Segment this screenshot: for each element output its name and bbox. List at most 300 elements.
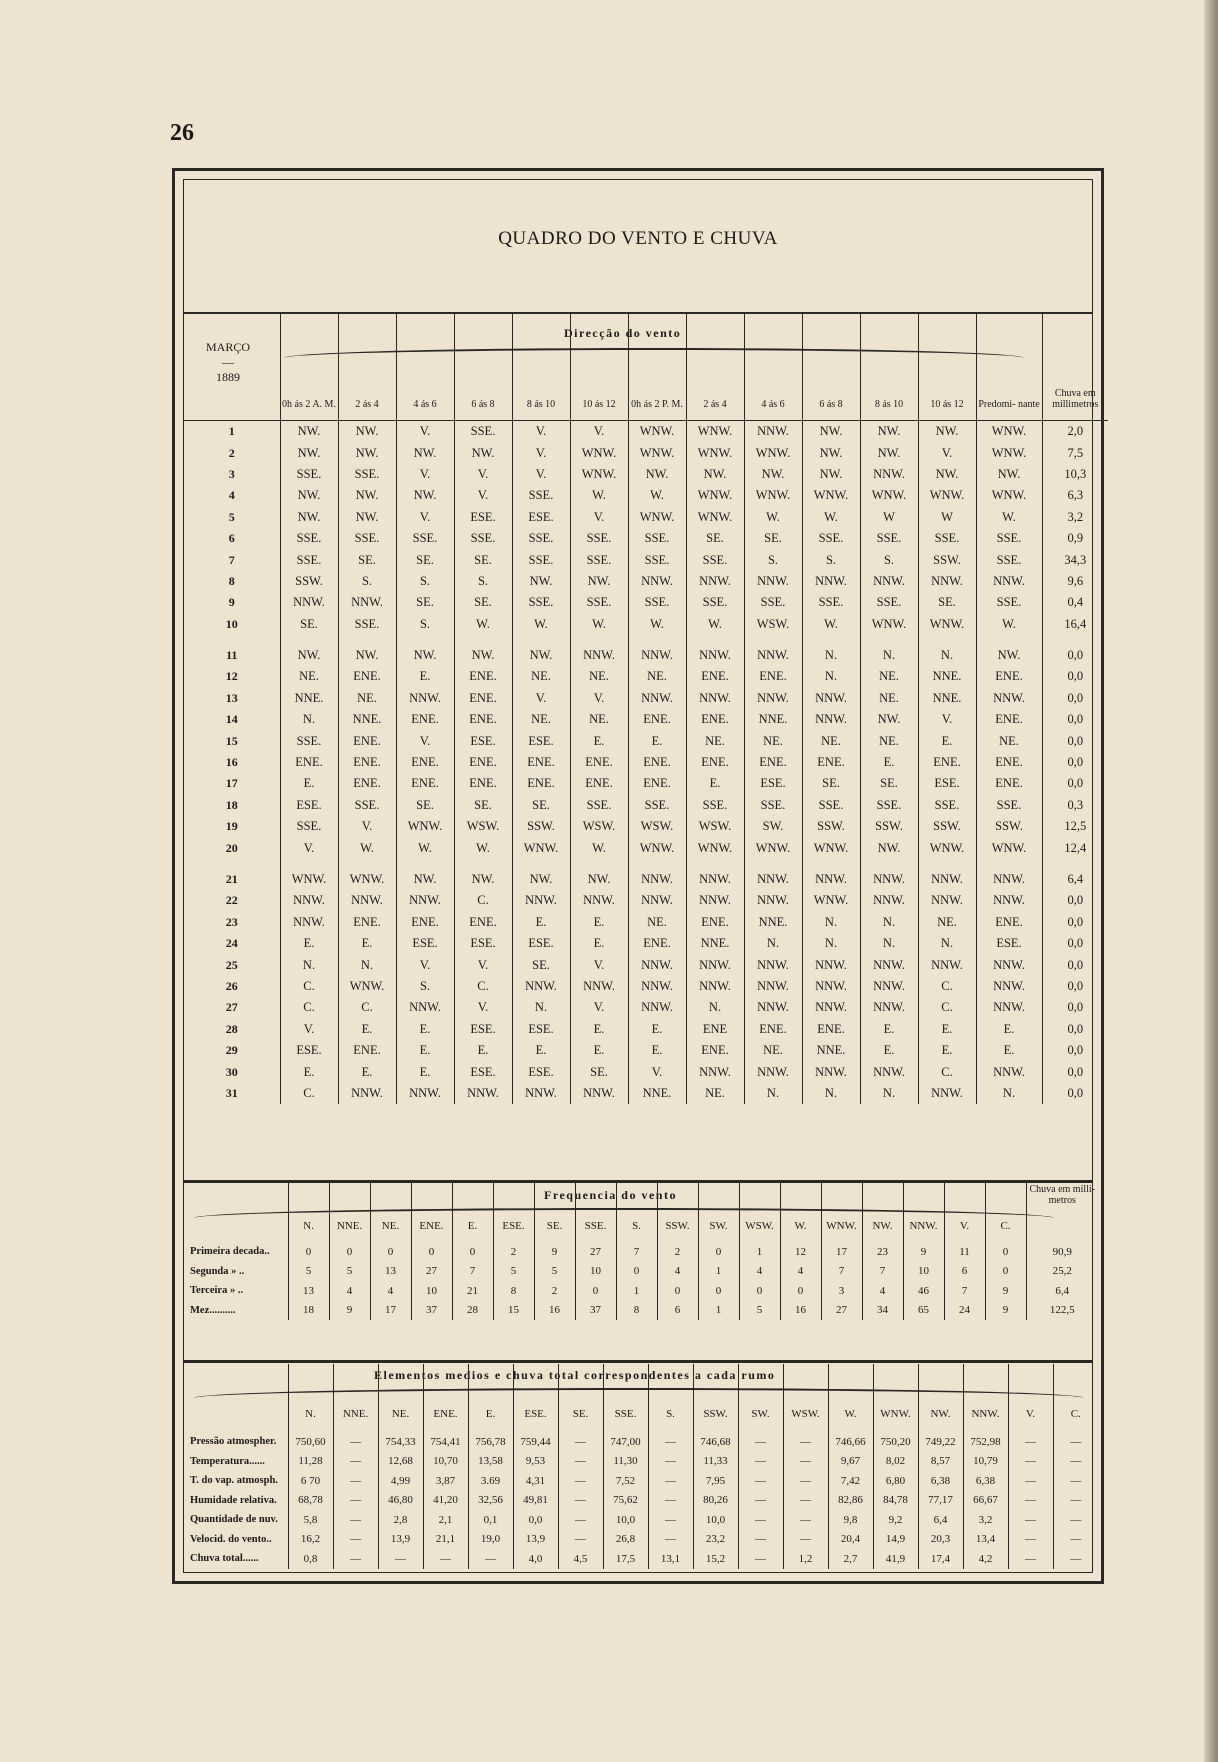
wind-cell: 3: [228, 466, 235, 481]
elem-header-cell: S.: [648, 1364, 693, 1432]
wind-cell: E.: [976, 1040, 1042, 1061]
elem-cell: —: [378, 1549, 423, 1569]
wind-cell: NNE.: [744, 709, 802, 730]
wind-cell: E.: [570, 1040, 628, 1061]
wind-cell: NNW.: [628, 976, 686, 997]
wind-cell: NW.: [396, 442, 454, 463]
elem-cell: 68,78: [288, 1491, 333, 1511]
wind-cell: NNW.: [280, 912, 338, 933]
gap-cell: [628, 635, 686, 645]
wind-cell: NNW.: [512, 976, 570, 997]
wind-cell: ENE.: [396, 912, 454, 933]
freq-cell: Primeira decada..: [190, 1246, 270, 1258]
wind-cell: N.: [860, 912, 918, 933]
wind-cell: 7: [228, 552, 235, 567]
elem-cell: 0,0: [513, 1510, 558, 1530]
wind-cell: NNW.: [802, 954, 860, 975]
wind-cell: NNW.: [686, 976, 744, 997]
wind-cell: ENE.: [454, 666, 512, 687]
wind-cell: NNW.: [454, 1083, 512, 1104]
wind-cell: NNE.: [918, 688, 976, 709]
wind-cell: E.: [918, 1019, 976, 1040]
wind-cell: SE.: [454, 549, 512, 570]
wind-cell: SW.: [744, 816, 802, 837]
wind-cell: WNW.: [338, 976, 396, 997]
elem-header-cell: V.: [1008, 1364, 1053, 1432]
wind-cell: E.: [976, 1019, 1042, 1040]
freq-cell: 27: [821, 1301, 862, 1321]
gap-cell: [976, 635, 1042, 645]
wind-cell: W: [860, 507, 918, 528]
elem-header-cell: SW.: [738, 1364, 783, 1432]
freq-cell: 24: [944, 1301, 985, 1321]
wind-cell: NE.: [860, 666, 918, 687]
wind-cell: ENE.: [976, 773, 1042, 794]
wind-cell: 31: [225, 1085, 238, 1100]
elem-cell: 4,5: [558, 1549, 603, 1569]
wind-cell: ENE.: [628, 933, 686, 954]
elem-header-cell: NE.: [378, 1364, 423, 1432]
wind-cell: 0,0: [1042, 666, 1108, 687]
wind-cell: 13: [225, 690, 238, 705]
wind-cell: V.: [918, 442, 976, 463]
wind-cell: W.: [338, 837, 396, 858]
freq-cell: 7: [944, 1281, 985, 1301]
wind-cell: 18: [225, 797, 238, 812]
wind-cell: C.: [280, 976, 338, 997]
wind-header-cell: 2 ás 4: [686, 314, 744, 421]
elem-cell: 754,33: [378, 1432, 423, 1452]
elem-cell: —: [738, 1530, 783, 1550]
wind-cell: WNW.: [918, 614, 976, 635]
gap-cell: [976, 859, 1042, 869]
wind-cell: NE.: [512, 666, 570, 687]
wind-cell: WNW.: [976, 421, 1042, 443]
elem-header-cell: W.: [828, 1364, 873, 1432]
wind-cell: W.: [396, 837, 454, 858]
wind-cell: NE.: [628, 912, 686, 933]
wind-cell: W.: [976, 614, 1042, 635]
elem-cell: —: [558, 1530, 603, 1550]
elem-cell: —: [783, 1530, 828, 1550]
elem-cell: —: [1053, 1471, 1098, 1491]
table-row: [184, 1262, 1098, 1282]
wind-cell: WSW.: [744, 614, 802, 635]
wind-cell: NNW.: [628, 571, 686, 592]
table-row: [184, 549, 1108, 570]
table-row: [184, 1281, 1098, 1301]
wind-cell: NE.: [860, 688, 918, 709]
freq-header-cell: NNE.: [329, 1180, 370, 1242]
elem-cell: 84,78: [873, 1491, 918, 1511]
wind-cell: NNW.: [918, 890, 976, 911]
wind-cell: C.: [280, 1083, 338, 1104]
wind-cell: NNW.: [744, 869, 802, 890]
elem-cell: Quantidade de nuv.: [190, 1514, 278, 1526]
wind-cell: NNW.: [860, 976, 918, 997]
freq-header-cell: E.: [452, 1180, 493, 1242]
elem-cell: —: [783, 1432, 828, 1452]
freq-cell: 4: [329, 1281, 370, 1301]
wind-cell: SE.: [338, 549, 396, 570]
wind-cell: S.: [396, 976, 454, 997]
wind-cell: 0,0: [1042, 645, 1108, 666]
freq-cell: 7: [616, 1242, 657, 1262]
wind-cell: C.: [454, 976, 512, 997]
wind-cell: NW.: [338, 442, 396, 463]
wind-cell: NE.: [860, 730, 918, 751]
freq-cell: 4: [370, 1281, 411, 1301]
wind-cell: V.: [280, 1019, 338, 1040]
table-row: [184, 1432, 1098, 1452]
wind-cell: 6: [228, 531, 235, 546]
table-row: [184, 485, 1108, 506]
wind-cell: ENE.: [396, 773, 454, 794]
elem-cell: Velocid. do vento..: [190, 1533, 272, 1545]
elem-cell: 41,20: [423, 1491, 468, 1511]
wind-cell: 14: [225, 712, 238, 727]
elem-header-cell: C.: [1053, 1364, 1098, 1432]
wind-cell: E.: [860, 1019, 918, 1040]
wind-cell: SSE.: [338, 464, 396, 485]
gap-cell: [802, 859, 860, 869]
wind-cell: WNW.: [802, 485, 860, 506]
wind-cell: ENE.: [454, 752, 512, 773]
wind-cell: WNW.: [512, 837, 570, 858]
elem-cell: —: [333, 1452, 378, 1472]
wind-cell: NW.: [280, 645, 338, 666]
wind-cell: SSE.: [976, 592, 1042, 613]
wind-cell: NW.: [860, 709, 918, 730]
freq-header-cell: SSW.: [657, 1180, 698, 1242]
wind-cell: 12,5: [1042, 816, 1108, 837]
table-row: [184, 442, 1108, 463]
wind-cell: ESE.: [918, 773, 976, 794]
elem-cell: 10,0: [603, 1510, 648, 1530]
freq-cell: 1: [698, 1262, 739, 1282]
elem-cell: —: [333, 1491, 378, 1511]
freq-cell: 4: [657, 1262, 698, 1282]
wind-cell: E.: [396, 1040, 454, 1061]
elem-cell: —: [333, 1530, 378, 1550]
elem-cell: —: [558, 1471, 603, 1491]
gap-cell: [570, 859, 628, 869]
wind-cell: NNW.: [686, 571, 744, 592]
wind-cell: SSE.: [454, 528, 512, 549]
wind-cell: WSW.: [454, 816, 512, 837]
wind-cell: NW.: [338, 485, 396, 506]
wind-cell: N.: [918, 933, 976, 954]
freq-header-cell: NNW.: [903, 1180, 944, 1242]
elem-cell: 20,3: [918, 1530, 963, 1550]
wind-cell: NNW.: [860, 1061, 918, 1082]
wind-cell: ESE.: [280, 1040, 338, 1061]
wind-cell: WSW.: [570, 816, 628, 837]
wind-header-cell: Predomi- nante: [976, 314, 1042, 421]
table-row: [184, 890, 1108, 911]
wind-cell: NNE.: [280, 688, 338, 709]
wind-cell: WNW.: [628, 837, 686, 858]
wind-cell: SSE.: [744, 795, 802, 816]
table-row: [184, 666, 1108, 687]
wind-cell: SSE.: [570, 592, 628, 613]
freq-cell: 2: [534, 1281, 575, 1301]
freq-cell: 8: [616, 1301, 657, 1321]
elem-cell: 13,58: [468, 1452, 513, 1472]
wind-cell: ENE.: [338, 1040, 396, 1061]
wind-cell: ENE.: [976, 666, 1042, 687]
wind-cell: WNW.: [686, 442, 744, 463]
elem-cell: 3,87: [423, 1471, 468, 1491]
elem-cell: 3,2: [963, 1510, 1008, 1530]
elem-cell: —: [558, 1452, 603, 1472]
wind-cell: NW.: [570, 571, 628, 592]
wind-cell: SE.: [396, 795, 454, 816]
wind-cell: SSE.: [628, 795, 686, 816]
gap-cell: [918, 635, 976, 645]
freq-cell: 5: [493, 1262, 534, 1282]
wind-cell: SSE.: [802, 592, 860, 613]
elem-cell: 12,68: [378, 1452, 423, 1472]
wind-cell: N.: [802, 666, 860, 687]
wind-cell: SSW.: [976, 816, 1042, 837]
wind-cell: SSE.: [280, 464, 338, 485]
gap-cell: [184, 859, 280, 869]
wind-header-cell: 8 ás 10: [512, 314, 570, 421]
elem-cell: —: [333, 1471, 378, 1491]
elem-cell: —: [1053, 1549, 1098, 1569]
freq-header-cell: S.: [616, 1180, 657, 1242]
page-title: QUADRO DO VENTO E CHUVA: [498, 228, 778, 249]
wind-cell: 16,4: [1042, 614, 1108, 635]
gap-cell: [338, 859, 396, 869]
wind-cell: SSE.: [512, 592, 570, 613]
freq-cell: 10: [575, 1262, 616, 1282]
wind-cell: NW.: [802, 464, 860, 485]
wind-cell: SSE.: [512, 528, 570, 549]
wind-cell: WNW.: [918, 485, 976, 506]
wind-cell: SE.: [396, 592, 454, 613]
wind-cell: E.: [628, 1019, 686, 1040]
wind-cell: NW.: [802, 442, 860, 463]
wind-cell: SE.: [396, 549, 454, 570]
elem-header-cell: NW.: [918, 1364, 963, 1432]
wind-cell: ESE.: [976, 933, 1042, 954]
wind-cell: 26: [225, 978, 238, 993]
freq-header-cell: SSE.: [575, 1180, 616, 1242]
wind-cell: E.: [512, 1040, 570, 1061]
freq-cell: 12: [780, 1242, 821, 1262]
elem-cell: 10,79: [963, 1452, 1008, 1472]
table-row: [184, 1061, 1108, 1082]
wind-cell: NNW.: [744, 1061, 802, 1082]
wind-cell: E.: [396, 666, 454, 687]
elem-cell: —: [1053, 1510, 1098, 1530]
elem-cell: 759,44: [513, 1432, 558, 1452]
elem-cell: 15,2: [693, 1549, 738, 1569]
wind-cell: SSE.: [570, 549, 628, 570]
table-row: [184, 528, 1108, 549]
wind-cell: C.: [918, 1061, 976, 1082]
wind-cell: 0,0: [1042, 933, 1108, 954]
wind-cell: SSE.: [860, 528, 918, 549]
elem-cell: 0,1: [468, 1510, 513, 1530]
wind-cell: C.: [454, 890, 512, 911]
wind-cell: E.: [628, 1040, 686, 1061]
freq-cell: 0: [698, 1281, 739, 1301]
table-row: [184, 1549, 1098, 1569]
elem-header-cell: NNE.: [333, 1364, 378, 1432]
wind-cell: SE.: [918, 592, 976, 613]
wind-cell: ESE.: [396, 933, 454, 954]
wind-cell: WNW.: [744, 837, 802, 858]
elem-header-cell: ENE.: [423, 1364, 468, 1432]
wind-cell: WNW.: [860, 485, 918, 506]
wind-cell: NNW.: [744, 997, 802, 1018]
wind-cell: 0,0: [1042, 890, 1108, 911]
wind-header-row: [184, 314, 1108, 421]
wind-cell: NNW.: [860, 954, 918, 975]
wind-cell: NW.: [396, 485, 454, 506]
wind-cell: V.: [396, 464, 454, 485]
wind-cell: WNW.: [686, 485, 744, 506]
elem-cell: —: [333, 1549, 378, 1569]
wind-cell: ENE.: [976, 709, 1042, 730]
gap-cell: [512, 859, 570, 869]
freq-header-cell: WNW.: [821, 1180, 862, 1242]
freq-cell: 0: [452, 1242, 493, 1262]
wind-cell: SSE.: [860, 795, 918, 816]
freq-cell: 0: [575, 1281, 616, 1301]
freq-cell: 3: [821, 1281, 862, 1301]
wind-cell: S.: [802, 549, 860, 570]
wind-cell: NNW.: [338, 1083, 396, 1104]
wind-cell: 0,0: [1042, 976, 1108, 997]
elem-cell: —: [558, 1432, 603, 1452]
gap-cell: [396, 859, 454, 869]
elem-header-cell: WSW.: [783, 1364, 828, 1432]
elem-cell: Humidade relativa.: [190, 1494, 277, 1506]
wind-cell: V.: [280, 837, 338, 858]
freq-cell: 65: [903, 1301, 944, 1321]
freq-cell: 9: [985, 1301, 1026, 1321]
wind-cell: 0,0: [1042, 954, 1108, 975]
freq-cell: 11: [944, 1242, 985, 1262]
freq-cell: 1: [616, 1281, 657, 1301]
elem-cell: —: [738, 1510, 783, 1530]
wind-cell: NNW.: [686, 645, 744, 666]
wind-cell: NNW.: [570, 976, 628, 997]
wind-cell: W.: [802, 614, 860, 635]
wind-cell: N.: [802, 645, 860, 666]
elem-header-cell: WNW.: [873, 1364, 918, 1432]
wind-cell: 15: [225, 733, 238, 748]
wind-cell: NNW.: [744, 571, 802, 592]
gap-cell: [338, 635, 396, 645]
wind-cell: NE.: [628, 666, 686, 687]
elem-cell: —: [738, 1549, 783, 1569]
wind-cell: NNW.: [570, 1083, 628, 1104]
freq-cell: 0: [985, 1242, 1026, 1262]
elem-cell: 8,57: [918, 1452, 963, 1472]
elem-cell: 17,5: [603, 1549, 648, 1569]
wind-cell: N.: [918, 645, 976, 666]
elem-cell: —: [423, 1549, 468, 1569]
wind-cell: ENE.: [744, 752, 802, 773]
wind-cell: 19: [225, 819, 238, 834]
wind-cell: N.: [802, 912, 860, 933]
gap-cell: [744, 859, 802, 869]
wind-cell: NNW.: [512, 890, 570, 911]
wind-cell: 6,4: [1042, 869, 1108, 890]
wind-cell: 0,0: [1042, 773, 1108, 794]
wind-cell: WNW.: [976, 837, 1042, 858]
wind-cell: WNW.: [628, 421, 686, 443]
table-row: [184, 1242, 1098, 1262]
wind-cell: ENE.: [338, 730, 396, 751]
elem-cell: 13,4: [963, 1530, 1008, 1550]
wind-cell: NE.: [686, 730, 744, 751]
freq-cell: 6: [944, 1262, 985, 1282]
freq-cell: 13: [370, 1262, 411, 1282]
wind-cell: W.: [570, 614, 628, 635]
wind-cell: ENE.: [686, 912, 744, 933]
wind-cell: ESE.: [512, 730, 570, 751]
wind-cell: V.: [512, 464, 570, 485]
wind-cell: NNW.: [512, 1083, 570, 1104]
wind-cell: 0,0: [1042, 997, 1108, 1018]
wind-header-cell: 4 ás 6: [744, 314, 802, 421]
table-row: [184, 614, 1108, 635]
elem-cell: 11,33: [693, 1452, 738, 1472]
wind-cell: NNW.: [918, 1083, 976, 1104]
wind-cell: 17: [225, 776, 238, 791]
freq-cell: 5: [534, 1262, 575, 1282]
freq-cell: Mez..........: [190, 1304, 236, 1316]
wind-cell: NW.: [338, 645, 396, 666]
gap-cell: [686, 635, 744, 645]
wind-cell: NW.: [512, 869, 570, 890]
freq-cell: 5: [739, 1301, 780, 1321]
page-number: 26: [170, 120, 194, 146]
wind-cell: V.: [570, 997, 628, 1018]
wind-cell: E.: [918, 730, 976, 751]
wind-cell: NNE.: [802, 1040, 860, 1061]
wind-cell: SSW.: [280, 571, 338, 592]
freq-cell: 1: [739, 1242, 780, 1262]
freq-cell: 0: [411, 1242, 452, 1262]
wind-cell: W.: [454, 837, 512, 858]
freq-cell: Terceira » ..: [190, 1285, 244, 1297]
wind-cell: NW.: [860, 442, 918, 463]
wind-cell: S.: [744, 549, 802, 570]
wind-cell: NE.: [686, 1083, 744, 1104]
elem-cell: 6 70: [288, 1471, 333, 1491]
freq-cell: 0: [288, 1242, 329, 1262]
elem-cell: —: [648, 1510, 693, 1530]
wind-cell: ENE.: [338, 666, 396, 687]
wind-cell: 4: [228, 488, 235, 503]
elem-cell: —: [783, 1491, 828, 1511]
wind-cell: V.: [396, 954, 454, 975]
wind-cell: ESE.: [454, 1061, 512, 1082]
wind-header-cell: Chuva em millimetros: [1042, 314, 1108, 421]
wind-cell: SSW.: [918, 816, 976, 837]
elem-cell: 756,78: [468, 1432, 513, 1452]
wind-cell: NNW.: [860, 869, 918, 890]
wind-cell: WNW.: [802, 837, 860, 858]
wind-cell: SSW.: [512, 816, 570, 837]
